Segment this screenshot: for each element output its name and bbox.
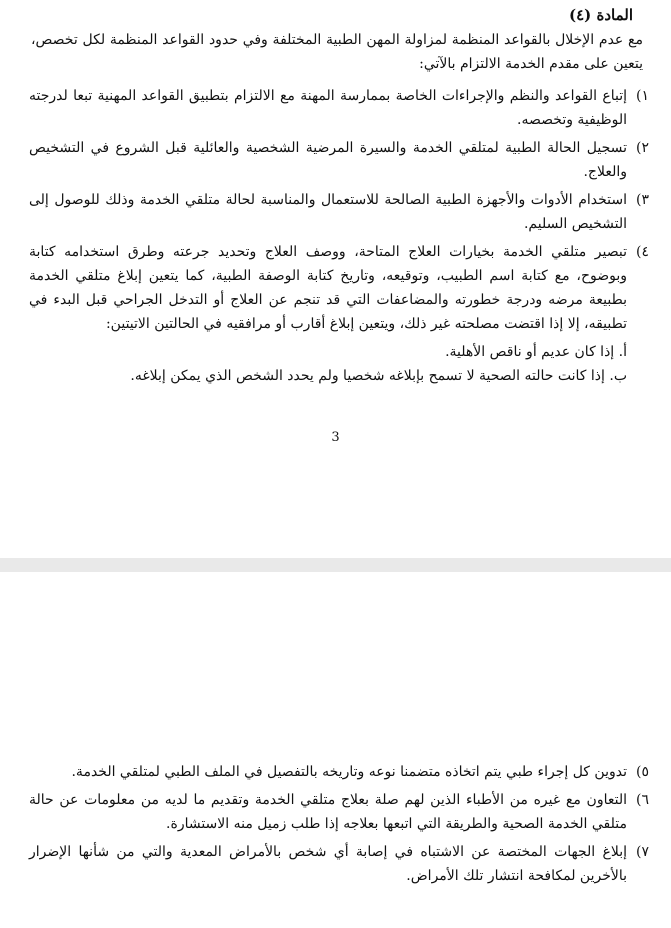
article-item — [29, 136, 649, 184]
article-item — [29, 788, 649, 836]
article-items-list — [29, 760, 649, 892]
item-text: تبصير متلقي الخدمة بخيارات العلاج المتاحة، ووصف العلاج وتحديد جرعته وطرق استخدامه كتابة وبوضوح، مع كتابة اسم الطبيب، وتوقيعه، وتاريخ كتابة الوصفة الطبية، كما يتعين إبلاغ متلقي الخدمة بطبيعة مرضه ودرجة خطورته والمضاعفات التي قد تنجم عن العلاج أو التدخل الجراحي قبل البدء في تطبيقه، إلا إذا اقتضت مصلحته غير ذلك، ويتعين إبلاغ أقارب أو مرافقيه في الحالتين الاتيتين: — [29, 244, 627, 332]
article-item — [29, 760, 649, 784]
item-text: التعاون مع غيره من الأطباء الذين لهم صلة بعلاج متلقي الخدمة وتقديم ما لديه من معلومات عن حالة متلقي الخدمة الصحية والطريقة التي اتبعها بعلاجه إذا طلب زميل منه الاستشارة. — [29, 792, 627, 832]
article-item — [29, 840, 649, 888]
page-separator — [0, 558, 671, 572]
article-heading: المادة (٤) — [568, 6, 633, 24]
item-text: إبلاغ الجهات المختصة عن الاشتباه في إصابة أي شخص بالأمراض المعدية والتي من شأنها الإضرار بالأخرين لمكافحة انتشار تلك الأمراض. — [29, 844, 627, 884]
article-item — [29, 240, 649, 336]
item-text: استخدام الأدوات والأجهزة الطبية الصالحة للاستعمال والمناسبة لحالة متلقي الخدمة وذلك للوصول إلى التشخيص السليم. — [29, 192, 627, 232]
item-number: ٢) — [636, 140, 649, 156]
item-number: ١) — [636, 88, 649, 104]
article-item — [29, 188, 649, 236]
item-number: ٥) — [636, 764, 649, 780]
document-page-2 — [0, 572, 671, 928]
item-number: ٦) — [636, 792, 649, 808]
article-item — [29, 84, 649, 132]
item-number: ٧) — [636, 844, 649, 860]
page-number: 3 — [331, 430, 340, 445]
item-number: ٤) — [636, 244, 649, 260]
article-subitem: أ. إذا كان عديم أو ناقص الأهلية. — [445, 344, 627, 360]
item-text: تسجيل الحالة الطبية لمتلقي الخدمة والسيرة المرضية الشخصية والعائلية قبل الشروع في التشخيص والعلاج. — [29, 140, 627, 180]
item-text: تدوين كل إجراء طبي يتم اتخاذه متضمنا نوعه وتاريخه بالتفصيل في الملف الطبي لمتلقي الخدمة. — [71, 764, 627, 780]
item-text: إتباع القواعد والنظم والإجراءات الخاصة بممارسة المهنة مع الالتزام بتطبيق القواعد المهنية تبعا لدرجته الوظيفية وتخصصه. — [29, 88, 627, 128]
item-number: ٣) — [636, 192, 649, 208]
article-intro: مع عدم الإخلال بالقواعد المنظمة لمزاولة المهن الطبية المختلفة وفي حدود القواعد المنظمة لكل تخصص، يتعين على مقدم الخدمة الالتزام بالآتي: — [31, 32, 643, 72]
article-subitem: ب. إذا كانت حالته الصحية لا تسمح بإبلاغه شخصيا ولم يحدد الشخص الذي يمكن إبلاغه. — [130, 368, 627, 384]
article-items-list — [29, 84, 649, 388]
